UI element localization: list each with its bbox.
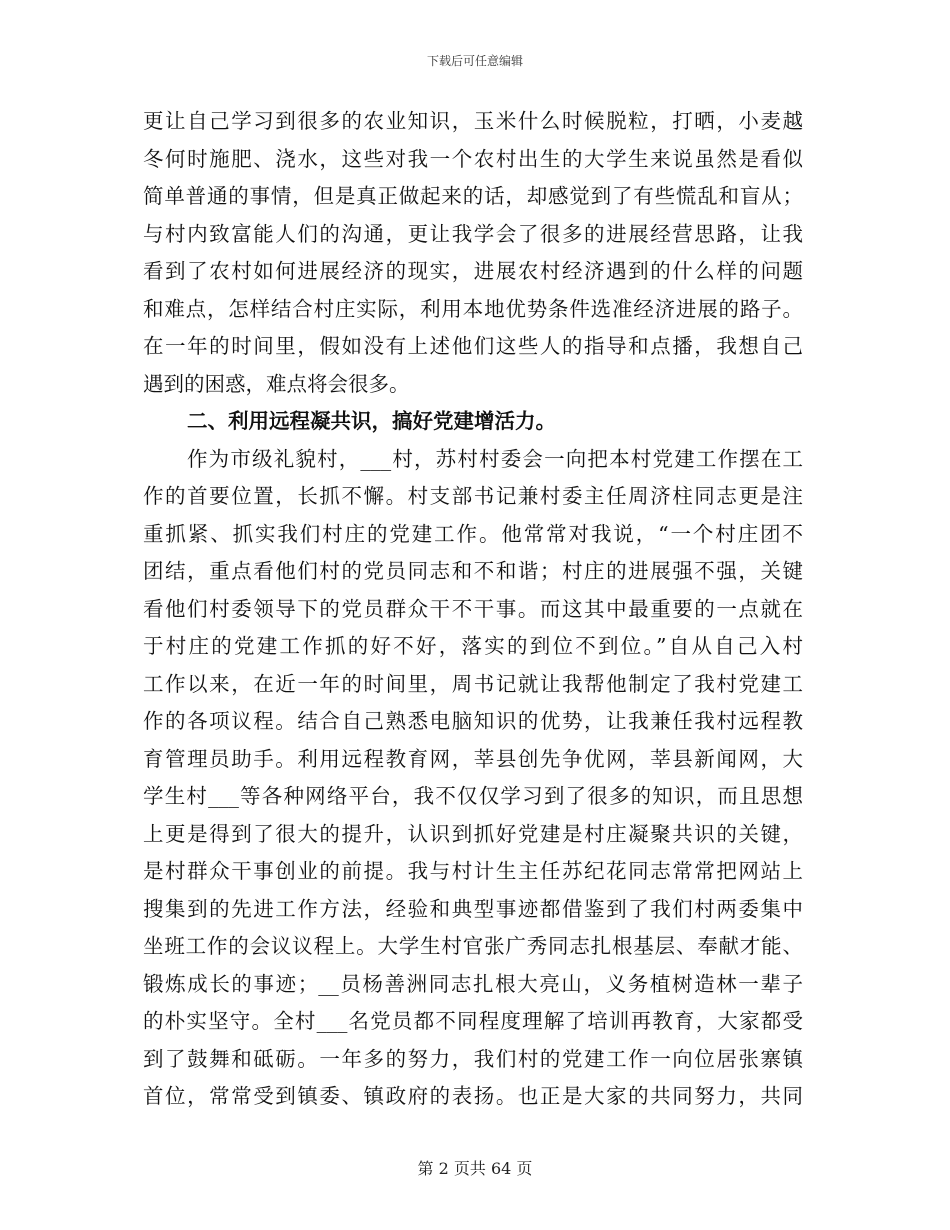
paragraph-line: 作的各项议程。结合自己熟悉电脑知识的优势，让我兼任我村远程教: [143, 709, 803, 733]
paragraph-line: 在一年的时间里，假如没有上述他们这些人的指导和点播，我想自己: [143, 334, 803, 358]
paragraph-line: 和难点，怎样结合村庄实际，利用本地优势条件选准经济进展的路子。: [143, 296, 803, 321]
paragraph-line: 简单普通的事情，但是真正做起来的话，却感觉到了有些慌乱和盲从；: [143, 184, 803, 208]
paragraph-line: 冬何时施肥、浇水，这些对我一个农村出生的大学生来说虽然是看似: [143, 146, 803, 171]
paragraph-line: 与村内致富能人们的沟通，更让我学会了很多的进展经营思路，让我: [143, 221, 803, 246]
page-header: 下载后可任意编辑: [426, 54, 523, 68]
paragraph-line: 遇到的困惑，难点将会很多。: [143, 371, 410, 396]
paragraph-line: 作为市级礼貌村，___村，苏村村委会一向把本村党建工作摆在工: [187, 446, 803, 471]
paragraph-line: 团结，重点看他们村的党员同志和不和谐；村庄的进展强不强，关键: [143, 559, 803, 583]
paragraph-line: 是村群众干事创业的前提。我与村计生主任苏纪花同志常常把网站上: [143, 859, 803, 883]
paragraph-line: 重抓紧、抓实我们村庄的党建工作。他常常对我说，“一个村庄团不: [143, 521, 803, 546]
paragraph-line: 搜集到的先进工作方法，经验和典型事迹都借鉴到了我们村两委集中: [143, 896, 803, 921]
paragraph-line: 看他们村委领导下的党员群众干不干事。而这其中最重要的一点就在: [143, 596, 803, 621]
paragraph-line: 更让自己学习到很多的农业知识，玉米什么时候脱粒，打晒，小麦越: [143, 109, 803, 133]
paragraph-line: 首位，常常受到镇委、镇政府的表扬。也正是大家的共同努力，共同: [143, 1084, 803, 1108]
paragraph-line: 的朴实坚守。全村___名党员都不同程度理解了培训再教育，大家都受: [143, 1009, 803, 1033]
paragraph-line: 于村庄的党建工作抓的好不好，落实的到位不到位。”自从自己入村: [143, 634, 803, 658]
paragraph-line: 看到了农村如何进展经济的现实，进展农村经济遇到的什么样的问题: [143, 259, 803, 283]
paragraph-line: 锻炼成长的事迹；__员杨善洲同志扎根大亮山，义务植树造林一辈子: [143, 971, 803, 996]
document-body: [143, 103, 803, 1116]
paragraph-line: 育管理员助手。利用远程教育网，莘县创先争优网，莘县新闻网，大: [143, 746, 803, 771]
paragraph-line: 学生村___等各种网络平台，我不仅仅学习到了很多的知识，而且思想: [143, 784, 803, 808]
paragraph-line: 上更是得到了很大的提升，认识到抓好党建是村庄凝聚共识的关键，: [143, 821, 803, 846]
page-number-footer: 第 2 页共 64 页: [417, 1159, 533, 1178]
section-heading: 二、利用远程凝共识，搞好党建增活力。: [187, 409, 556, 433]
paragraph-line: 到了鼓舞和砥砺。一年多的努力，我们村的党建工作一向位居张寨镇: [143, 1046, 803, 1071]
paragraph-line: 作的首要位置，长抓不懈。村支部书记兼村委主任周济柱同志更是注: [143, 484, 803, 508]
paragraph-line: 工作以来，在近一年的时间里，周书记就让我帮他制定了我村党建工: [143, 671, 803, 696]
paragraph-line: 坐班工作的会议议程上。大学生村官张广秀同志扎根基层、奉献才能、: [143, 934, 803, 958]
